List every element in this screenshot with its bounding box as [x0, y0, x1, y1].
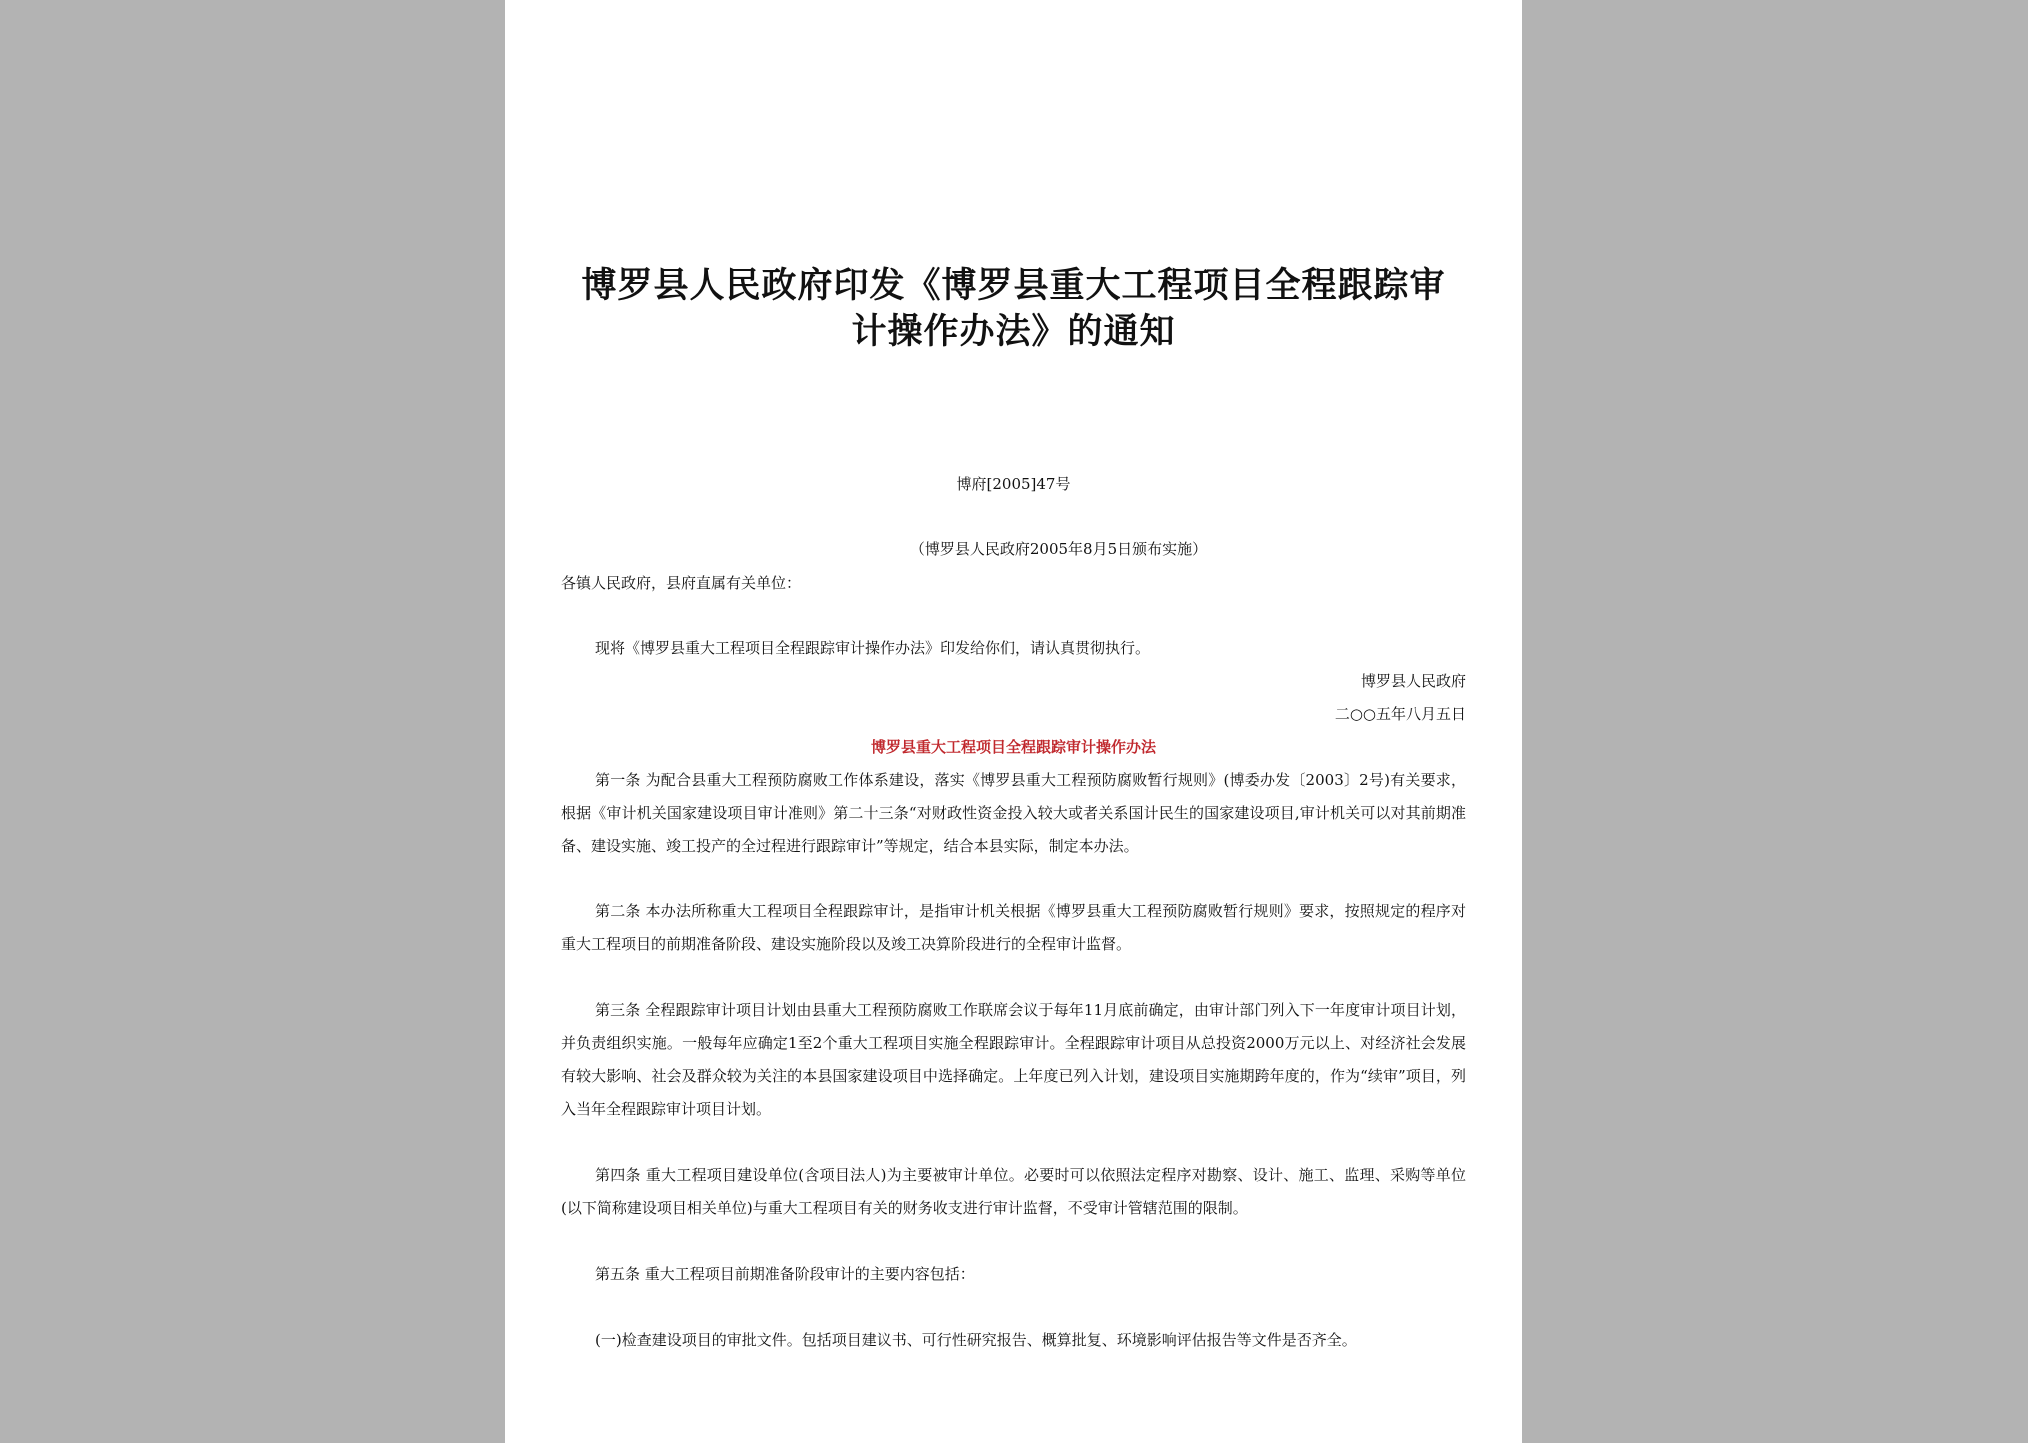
attachment-title: 博罗县重大工程项目全程跟踪审计操作办法: [870, 738, 1156, 756]
document-page: [505, 0, 1522, 1443]
addressee: 各镇人民政府，县府直属有关单位：: [561, 574, 802, 592]
document-title-line-1: 博罗县人民政府印发《博罗县重大工程项目全程跟踪审: [581, 266, 1446, 306]
article-1: 第一条 为配合县重大工程预防腐败工作体系建设，落实《博罗县重大工程预防腐败暂行规则》(博委办发〔2003〕2号)有关要求，根据《审计机关国家建设项目审计准则》第二十三条“对财政性资金投入较大或者关系国计民生的国家建设项目,审计机关可以对其前期准备、建设实施、竣工投产的全过程进行跟踪审计”等规定，结合本县实际，制定本办法。: [561, 771, 1466, 855]
article-4: 第四条 重大工程项目建设单位(含项目法人)为主要被审计单位。必要时可以依照法定程序对勘察、设计、施工、监理、采购等单位(以下简称建设项目相关单位)与重大工程项目有关的财务收支进行审计监督，不受审计管辖范围的限制。: [561, 1166, 1466, 1217]
article-2: 第二条 本办法所称重大工程项目全程跟踪审计，是指审计机关根据《博罗县重大工程预防腐败暂行规则》要求，按照规定的程序对重大工程项目的前期准备阶段、建设实施阶段以及竣工决算阶段进行的全程审计监督。: [561, 902, 1466, 953]
article-5: 第五条 重大工程项目前期准备阶段审计的主要内容包括：: [595, 1265, 975, 1283]
sign-date: 二○○五年八月五日: [1334, 705, 1466, 723]
document-number: 博府[2005]47号: [956, 475, 1071, 493]
notice-text: 现将《博罗县重大工程项目全程跟踪审计操作办法》印发给你们，请认真贯彻执行。: [595, 639, 1151, 657]
document-title: [565, 263, 1462, 355]
document-title-line-2: 计操作办法》的通知: [851, 312, 1176, 352]
article-3: 第三条 全程跟踪审计项目计划由县重大工程预防腐败工作联席会议于每年11月底前确定，由审计部门列入下一年度审计项目计划，并负责组织实施。一般每年应确定1至2个重大工程项目实施全程跟踪审计。全程跟踪审计项目从总投资2000万元以上、对经济社会发展有较大影响、社会及群众较为关注的本县国家建设项目中选择确定。上年度已列入计划，建设项目实施期跨年度的，作为“续审”项目，列入当年全程跟踪审计项目计划。: [561, 1001, 1466, 1118]
signer: 博罗县人民政府: [1360, 672, 1466, 690]
article-5-item-1: (一)检查建设项目的审批文件。包括项目建议书、可行性研究报告、概算批复、环境影响评估报告等文件是否齐全。: [595, 1331, 1357, 1349]
issued-note: （博罗县人民政府2005年8月5日颁布实施）: [909, 540, 1208, 558]
